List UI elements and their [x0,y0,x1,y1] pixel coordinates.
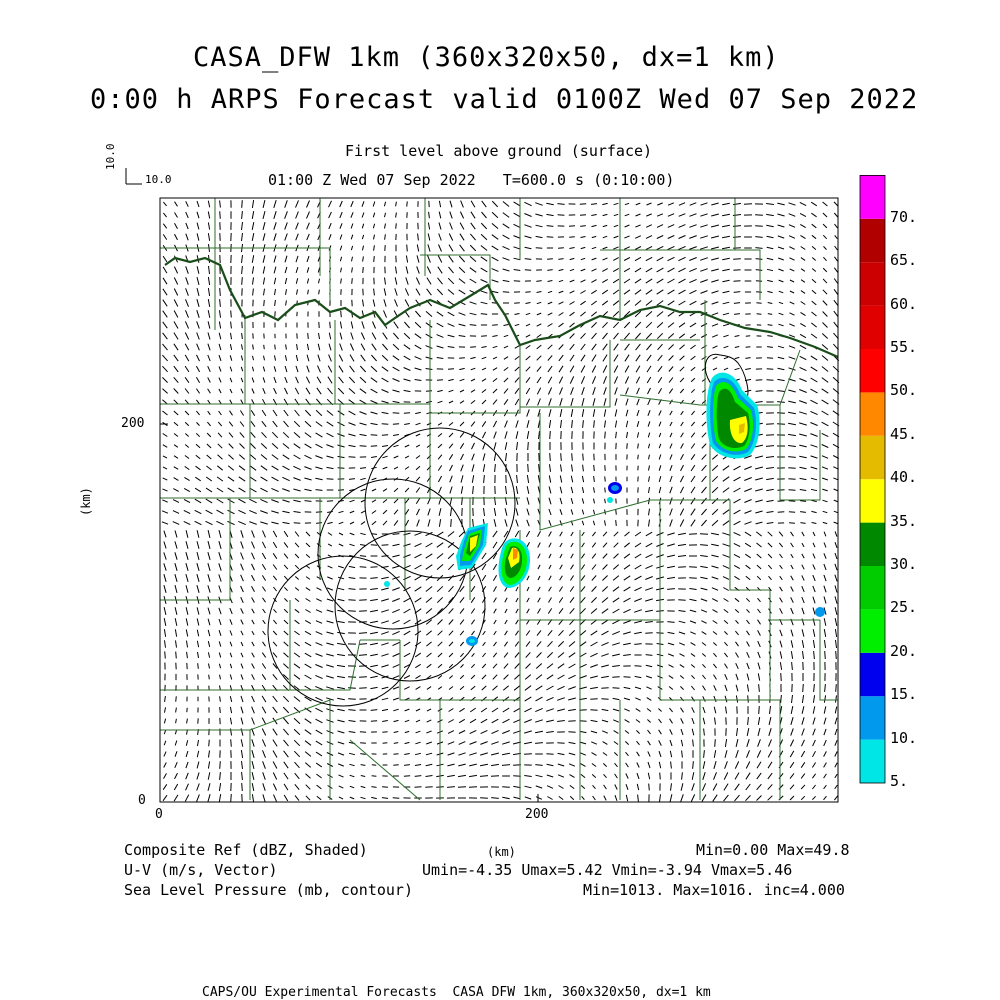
y-tick-200: 200 [121,416,145,431]
valid-time-line: 01:00 Z Wed 07 Sep 2022 T=600.0 s (0:10:00) [268,171,675,189]
colorbar-cell-60 [860,262,885,305]
colorbar-label-25: 25. [890,598,918,617]
colorbar-cell-10 [860,696,885,739]
vector-reference-arrow [126,168,142,184]
colorbar-cell-25 [860,566,885,609]
colorbar-cell-50 [860,349,885,392]
colorbar-cell-5 [860,740,885,783]
footer-field2-stats: Umin=-4.35 Umax=5.42 Vmin=-3.94 Vmax=5.46 [422,861,793,879]
colorbar-cell-20 [860,609,885,652]
colorbar-cell-70 [860,175,885,218]
vector-ref-vertical-label: 10.0 [104,143,117,170]
y-axis-label: (km) [79,487,93,516]
colorbar-label-70: 70. [890,207,918,226]
title-line-1: CASA_DFW 1km (360x320x50, dx=1 km) [193,42,780,73]
colorbar-label-5: 5. [890,772,909,790]
colorbar [860,175,885,783]
x-tick-0: 0 [155,807,163,822]
y-tick-0: 0 [138,793,146,808]
colorbar-label-35: 35. [890,511,918,530]
axis-ticks [160,424,538,802]
colorbar-label-50: 50. [890,381,918,400]
x-tick-200: 200 [525,807,549,822]
credit-line: CAPS/OU Experimental Forecasts CASA DFW 1km, 360x320x50, dx=1 km [202,985,711,1000]
footer-field2-name: U-V (m/s, Vector) [124,861,278,879]
colorbar-label-10: 10. [890,728,918,747]
colorbar-label-65: 65. [890,251,918,270]
footer-field1-stats: Min=0.00 Max=49.8 [696,841,850,859]
colorbar-label-40: 40. [890,468,918,487]
footer-field1-name: Composite Ref (dBZ, Shaded) [124,841,368,859]
wind-vector-field [162,200,839,802]
state-border-red-river [165,258,838,357]
colorbar-label-45: 45. [890,424,918,443]
colorbar-label-55: 55. [890,338,918,356]
footer-field3-name: Sea Level Pressure (mb, contour) [124,881,413,899]
footer-field3-stats: Min=1013. Max=1016. inc=4.000 [583,881,845,899]
colorbar-cell-55 [860,306,885,349]
vector-ref-horizontal-label: 10.0 [145,173,172,186]
colorbar-label-15: 15. [890,685,918,704]
colorbar-label-20: 20. [890,641,918,660]
x-axis-label: (km) [487,845,516,859]
wind-vector-arrows [162,200,839,802]
colorbar-cell-45 [860,392,885,435]
colorbar-cell-35 [860,479,885,522]
county-lines [160,198,838,800]
colorbar-cell-30 [860,523,885,566]
title-line-2: 0:00 h ARPS Forecast valid 0100Z Wed 07 Sep 2022 [90,84,919,115]
colorbar-label-30: 30. [890,555,918,573]
subtitle: First level above ground (surface) [345,142,653,160]
colorbar-cell-65 [860,219,885,262]
colorbar-cell-15 [860,653,885,696]
colorbar-cell-40 [860,436,885,479]
colorbar-label-60: 60. [890,294,918,313]
